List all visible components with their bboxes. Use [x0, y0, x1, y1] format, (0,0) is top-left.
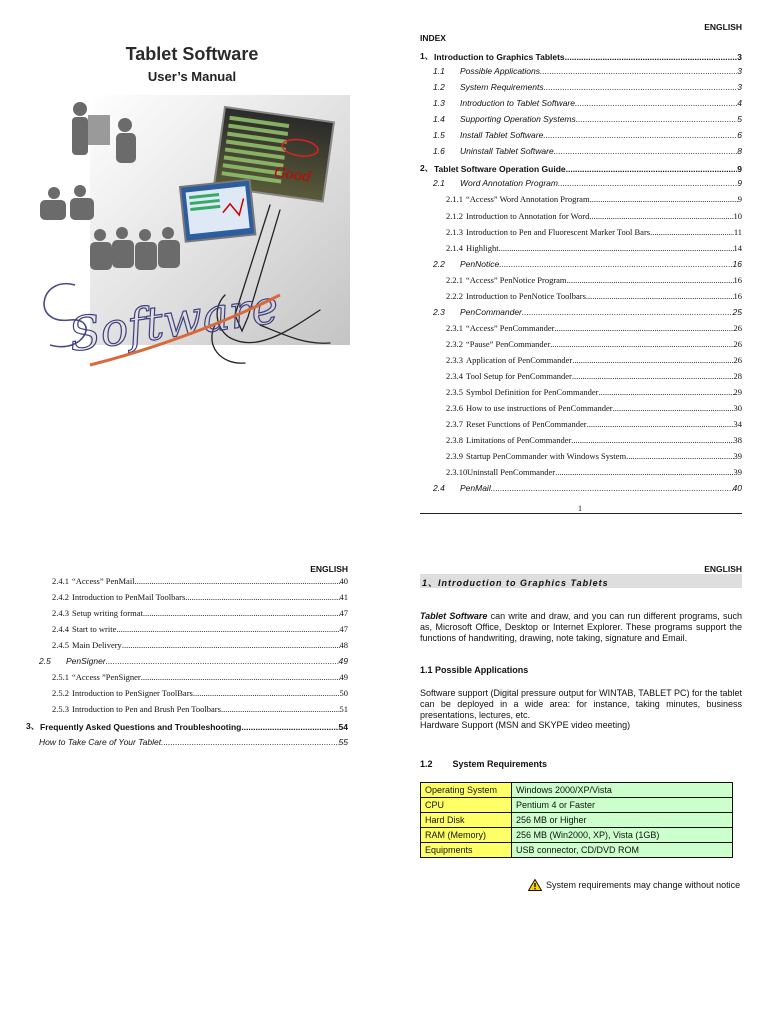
toc-leader — [499, 243, 734, 253]
toc-label: Introduction to PenSigner ToolBars — [72, 688, 193, 699]
toc-number: 2.3.2 — [446, 338, 463, 349]
toc-number: 2.4.3 — [52, 608, 69, 619]
toc-label: Start to write — [72, 624, 117, 635]
toc-number: 2.5.2 — [52, 688, 69, 699]
toc-leader — [221, 704, 340, 714]
toc-page: 47 — [339, 608, 348, 619]
toc-leader — [586, 291, 734, 301]
toc-entry[interactable] — [446, 323, 742, 333]
toc-entry[interactable] — [26, 720, 348, 732]
toc-number: 2.3 — [433, 306, 445, 317]
requirement-key: RAM (Memory) — [421, 828, 512, 843]
toc-leader — [571, 435, 733, 445]
toc-entry[interactable] — [446, 387, 742, 397]
toc-page: 10 — [733, 210, 742, 221]
toc-leader — [135, 576, 340, 586]
toc-entry[interactable] — [446, 451, 742, 461]
toc-entry[interactable] — [446, 194, 742, 204]
requirement-key: Equipments — [421, 843, 512, 858]
toc-entry[interactable] — [446, 371, 742, 381]
toc-number: 2.1.2 — [446, 210, 463, 221]
toc-page: 55 — [338, 736, 348, 747]
toc-number: 2.5.3 — [52, 704, 69, 715]
toc-label: Introduction to Pen and Fluorescent Marker Tool Bars — [466, 226, 651, 237]
requirements-row — [421, 813, 733, 828]
toc-page: 28 — [733, 371, 742, 381]
section-title-bar — [420, 574, 742, 588]
toc-number: 1.4 — [433, 114, 445, 125]
toc-leader — [185, 592, 339, 602]
requirement-value: USB connector, CD/DVD ROM — [512, 843, 733, 858]
toc-entry[interactable] — [39, 737, 348, 747]
toc-page: 3 — [737, 52, 742, 62]
toc-entry[interactable] — [52, 640, 348, 650]
requirements-row — [421, 843, 733, 858]
software-logo-script: Software — [65, 279, 282, 362]
toc-label: PenCommander — [460, 306, 522, 317]
requirements-table — [420, 782, 733, 858]
requirement-value: Windows 2000/XP/Vista — [512, 783, 733, 798]
toc-number: 2.5 — [39, 656, 51, 667]
toc-page: 49 — [339, 672, 348, 683]
toc-page: 9 — [737, 178, 742, 189]
requirements-row — [421, 828, 733, 843]
toc-page: 49 — [338, 656, 348, 667]
toc-entry[interactable] — [446, 211, 742, 221]
toc-leader — [499, 259, 732, 269]
toc-entry[interactable] — [446, 227, 742, 237]
toc-page: 39 — [733, 451, 742, 462]
toc-entry[interactable] — [52, 688, 348, 698]
requirement-key: CPU — [421, 798, 512, 813]
heading-label: System Requirements — [452, 759, 548, 769]
toc-page: 54 — [338, 722, 348, 733]
toc-entry[interactable] — [52, 576, 348, 586]
toc-number: 2.3.3 — [446, 354, 463, 365]
toc-entry[interactable] — [52, 672, 348, 682]
toc-number: 2.3.9 — [446, 451, 463, 462]
toc-label: “Access” Word Annotation Program — [466, 194, 590, 205]
toc-label: Introduction to Graphics Tablets — [434, 52, 565, 62]
toc-leader — [544, 82, 738, 92]
toc-number: 2.3.10 — [446, 467, 468, 478]
toc-entry[interactable] — [433, 98, 742, 108]
toc-label: Application of PenCommander — [466, 354, 573, 365]
toc-number: 1、 — [420, 51, 434, 61]
toc-page: 29 — [733, 387, 742, 398]
toc-number: 2.2.1 — [446, 274, 463, 285]
toc-leader — [572, 371, 734, 381]
page1-bottom-rule — [420, 513, 742, 514]
toc-label: Introduction to PenNotice Toolbars — [466, 290, 586, 301]
toc-leader — [575, 98, 737, 108]
toc-page: 40 — [732, 483, 742, 494]
toc-page: 14 — [733, 242, 742, 253]
toc-label: Symbol Definition for PenCommander — [466, 387, 599, 398]
toc-entry[interactable] — [446, 243, 742, 253]
toc-entry[interactable] — [433, 130, 742, 140]
toc-page: 40 — [339, 576, 348, 586]
requirement-value: 256 MB (Win2000, XP), Vista (1GB) — [512, 828, 733, 843]
requirement-key: Operating System — [421, 783, 512, 798]
toc-page: 9 — [737, 194, 742, 205]
toc-label: Introduction to Pen and Brush Pen Toolbars — [72, 704, 221, 715]
toc-number: 2.3.1 — [446, 322, 463, 333]
toc-entry[interactable] — [52, 624, 348, 634]
toc-page: 4 — [737, 98, 742, 109]
intro-paragraph — [420, 611, 742, 644]
toc-page: 6 — [737, 130, 742, 141]
toc-label: Reset Functions of PenCommander — [466, 419, 587, 430]
toc-number: 2.3.8 — [446, 435, 463, 446]
toc-label: Word Annotation Program — [460, 178, 558, 189]
toc-leader — [576, 114, 738, 124]
toc-leader — [491, 483, 733, 493]
toc-leader — [613, 403, 734, 413]
toc-leader — [122, 640, 340, 650]
toc-page: 41 — [339, 592, 348, 603]
toc-page: 48 — [339, 640, 348, 651]
toc-page: 3 — [737, 82, 742, 93]
heading-possible-applications: 1.1 Possible Applications — [420, 665, 529, 675]
toc-entry[interactable] — [433, 259, 742, 269]
toc-page: 9 — [737, 164, 742, 175]
cover-subtitle: User’s Manual — [147, 69, 237, 84]
toc-leader — [106, 656, 339, 666]
toc-page: 34 — [733, 419, 742, 430]
toc-entry[interactable] — [446, 275, 742, 285]
toc-leader — [554, 146, 738, 156]
toc-label: “Access” PenCommander — [466, 322, 555, 333]
toc-leader — [543, 130, 737, 140]
toc-leader — [572, 355, 733, 365]
toc-leader — [193, 688, 340, 698]
toc-number: 1.3 — [433, 98, 445, 109]
toc-entry[interactable] — [433, 82, 742, 92]
toc-leader — [626, 451, 733, 461]
toc-label: How to Take Care of Your Tablet — [39, 736, 162, 747]
cover-title: Tablet Software — [125, 44, 259, 64]
page2-lang: ENGLISH — [310, 564, 348, 574]
toc-label: Uninstall PenCommander — [467, 467, 556, 478]
toc-number: 2.5.1 — [52, 672, 69, 683]
warning-icon — [528, 879, 542, 891]
possible-applications-text: Software support (Digital pressure output for WINTAB, TABLET PC) for the tablet can be deployed in a wide area: for instance, taking minutes, business presentations, lectures, etc. — [420, 688, 742, 720]
toc-page: 3 — [737, 66, 742, 77]
toc-number: 2.3.4 — [446, 371, 463, 381]
toc-leader — [598, 387, 733, 397]
toc-number: 1.1 — [433, 66, 445, 77]
toc-number: 2.4.5 — [52, 640, 69, 651]
toc-label: “Pause” PenCommander — [466, 338, 551, 349]
toc-number: 2.4.4 — [52, 624, 69, 635]
toc-entry[interactable] — [433, 307, 742, 317]
toc-entry[interactable] — [446, 467, 742, 477]
toc-page: 16 — [733, 290, 742, 301]
toc-page: 8 — [737, 146, 742, 157]
toc-number: 3、 — [26, 721, 40, 732]
toc-number: 1.5 — [433, 130, 445, 141]
toc-number: 2.4 — [433, 483, 445, 494]
requirement-value: 256 MB or Higher — [512, 813, 733, 828]
intro-bold: Tablet Software — [420, 611, 488, 621]
toc-label: Tool Setup for PenCommander — [466, 371, 572, 381]
toc-page: 11 — [733, 226, 742, 237]
toc-label: Setup writing format — [72, 608, 143, 619]
toc-entry[interactable] — [433, 114, 742, 124]
toc-page: 51 — [339, 704, 348, 715]
toc-leader — [565, 52, 738, 62]
toc-label: Highlight — [466, 242, 499, 253]
hardware-support-text: Hardware Support (MSN and SKYPE video meeting) — [420, 720, 631, 730]
toc-page: 5 — [737, 114, 742, 125]
cover-illustration — [30, 95, 350, 385]
toc-leader — [555, 467, 733, 477]
toc-entry[interactable] — [420, 50, 742, 62]
toc-leader — [550, 339, 733, 349]
toc-entry[interactable] — [433, 146, 742, 156]
toc-entry[interactable] — [446, 355, 742, 365]
toc-number: 2、 — [420, 163, 434, 174]
toc-label: Possible Applications — [460, 66, 541, 77]
toc-leader — [555, 323, 734, 333]
toc-leader — [558, 178, 737, 188]
toc-leader — [590, 194, 738, 204]
toc-leader — [161, 737, 338, 747]
page3-lang: ENGLISH — [704, 564, 742, 574]
toc-page: 16 — [732, 258, 742, 269]
toc-label: Frequently Asked Questions and Troubleshooting — [40, 722, 242, 733]
toc-number: 2.2.2 — [446, 290, 463, 301]
toc-leader — [241, 722, 338, 732]
requirement-key: Hard Disk — [421, 813, 512, 828]
toc-entry[interactable] — [52, 592, 348, 602]
toc-number: 2.3.5 — [446, 387, 463, 398]
toc-number: 2.1.1 — [446, 194, 463, 205]
toc-entry[interactable] — [446, 339, 742, 349]
toc-entry[interactable] — [52, 704, 348, 714]
toc-label: PenMail — [460, 483, 491, 494]
toc-leader — [522, 307, 733, 317]
toc-number: 2.1.4 — [446, 242, 463, 253]
toc-entry[interactable] — [420, 162, 742, 174]
toc-entry[interactable] — [39, 656, 348, 666]
toc-page: 25 — [732, 306, 742, 317]
toc-label: Supporting Operation Systems — [460, 114, 576, 125]
toc-entry[interactable] — [446, 419, 742, 429]
toc-leader — [567, 275, 734, 285]
requirement-value: Pentium 4 or Faster — [512, 798, 733, 813]
toc-leader — [540, 66, 737, 76]
toc-label: Tablet Software Operation Guide — [434, 164, 566, 175]
requirements-row — [421, 783, 733, 798]
toc-label: System Requirements — [460, 82, 544, 93]
toc-leader — [589, 211, 733, 221]
toc-label: Uninstall Tablet Software — [460, 146, 554, 157]
toc-entry[interactable] — [446, 435, 742, 445]
toc-label: “Access” PenMail — [72, 576, 135, 586]
toc-number: 2.3.6 — [446, 403, 463, 414]
toc-label: How to use instructions of PenCommander — [466, 403, 613, 414]
toc-number: 2.1 — [433, 178, 445, 189]
screen-script: Good — [273, 164, 313, 186]
requirements-row — [421, 798, 733, 813]
toc-entry[interactable] — [433, 66, 742, 76]
toc-entry[interactable] — [446, 403, 742, 413]
section-title: 1、Introduction to Graphics Tablets — [422, 578, 609, 588]
toc-leader — [650, 227, 734, 237]
toc-leader — [566, 164, 738, 174]
toc-page: 26 — [733, 338, 742, 349]
toc-entry[interactable] — [433, 178, 742, 188]
toc-number: 2.4.1 — [52, 576, 69, 586]
toc-leader — [141, 672, 340, 682]
toc-number: 2.3.7 — [446, 419, 463, 430]
toc-label: Introduction to Annotation for Word — [466, 210, 590, 221]
toc-label: “Access ”PenSigner — [72, 672, 141, 683]
toc-number: 1.2 — [433, 82, 445, 93]
toc-number: 1.6 — [433, 146, 445, 157]
toc-entry[interactable] — [52, 608, 348, 618]
toc-page: 26 — [733, 322, 742, 333]
toc-label: “Access” PenNotice Program — [466, 274, 567, 285]
heading-num: 1.2 — [420, 759, 433, 769]
toc-page: 16 — [733, 274, 742, 285]
toc-page: 38 — [733, 435, 742, 446]
toc-label: Introduction to PenMail Toolbars — [72, 592, 186, 603]
heading-system-requirements — [420, 759, 547, 769]
page1-lang: ENGLISH — [704, 22, 742, 32]
toc-label: Introduction to Tablet Software — [460, 98, 575, 109]
page1-number: 1 — [578, 504, 582, 513]
index-label: INDEX — [420, 33, 446, 43]
toc-entry[interactable] — [433, 483, 742, 493]
toc-label: Main Delivery — [72, 640, 122, 651]
toc-leader — [116, 624, 339, 634]
toc-number: 2.2 — [433, 258, 445, 269]
toc-page: 50 — [339, 688, 348, 699]
toc-label: PenNotice — [460, 258, 500, 269]
toc-number: 2.1.3 — [446, 226, 463, 237]
toc-page: 39 — [733, 467, 742, 478]
note-text: System requirements may change without notice — [546, 880, 741, 890]
requirements-note — [528, 879, 740, 891]
toc-page: 47 — [339, 624, 348, 635]
toc-page: 26 — [733, 354, 742, 365]
toc-leader — [587, 419, 734, 429]
toc-leader — [143, 608, 340, 618]
toc-number: 2.4.2 — [52, 592, 69, 603]
toc-label: Install Tablet Software — [460, 130, 544, 141]
intro-rest: can write and draw, and you can run different programs, such as, Microsoft Office, Desktop or Internet Explorer. These programs support the functions of handwriting, drawing, note taking, signature and Email. — [420, 611, 742, 643]
toc-label: PenSigner — [66, 656, 106, 667]
toc-label: Limitations of PenCommander — [466, 435, 572, 446]
toc-label: Startup PenCommander with Windows System — [466, 451, 627, 462]
toc-page: 30 — [733, 403, 742, 414]
toc-entry[interactable] — [446, 291, 742, 301]
